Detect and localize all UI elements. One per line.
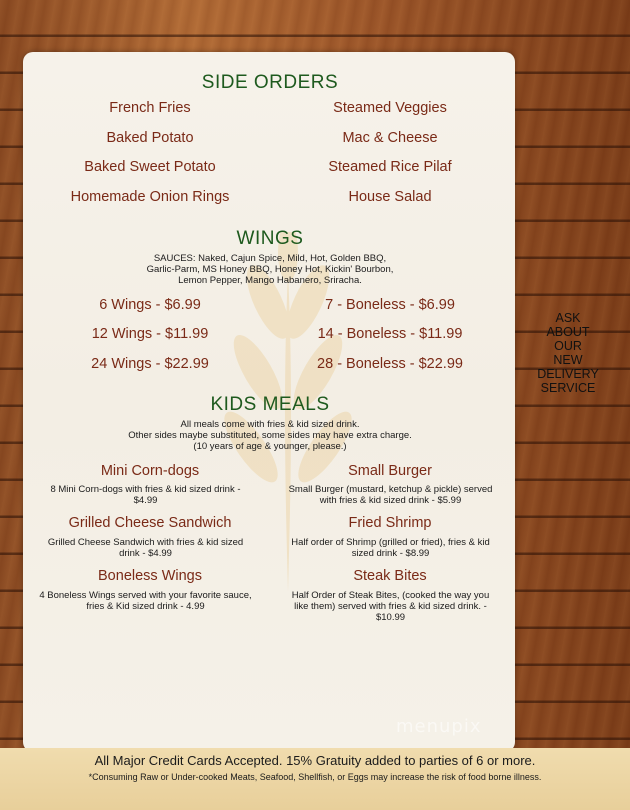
kids-item-name: Grilled Cheese Sandwich [68,515,232,531]
boneless-price: 14 - Boneless - $11.99 [317,326,463,342]
side-item-mac-cheese: Mac & Cheese [342,130,438,146]
kids-item-desc: with fries & kid sized drink - $5.99 [319,495,462,506]
wings-price: 6 Wings - $6.99 [99,297,201,313]
kids-note: (10 years of age & younger, please.) [193,441,347,452]
wings-sauces-line: Garlic-Parm, MS Honey BBQ, Honey Hot, Kickin' Bourbon, [146,264,394,275]
kids-item-desc: Grilled Cheese Sandwich with fries & kid sized [47,537,244,548]
delivery-line: DELIVERY [537,367,599,381]
kids-item-desc: Half Order of Steak Bites, (cooked the way you [291,590,490,601]
boneless-price: 7 - Boneless - $6.99 [325,297,455,313]
kids-item-desc: fries & Kid sized drink - 4.99 [86,601,205,612]
side-item-onion-rings: Homemade Onion Rings [70,189,230,205]
kids-item-desc: Half order of Shrimp (grilled or fried), fries & kid [291,537,490,548]
kids-note: All meals come with fries & kid sized drink. [180,419,360,430]
kids-item-desc: 4 Boneless Wings served with your favorite sauce, [39,590,252,601]
delivery-line: NEW [553,353,583,367]
kids-item-desc: 8 Mini Corn-dogs with fries & kid sized drink - [50,484,241,495]
kids-item-desc: drink - $4.99 [119,548,172,559]
kids-item-desc: like them) served with fries & kid sized drink. - [294,601,487,612]
kids-item-desc: $10.99 [375,612,406,623]
side-item-french-fries: French Fries [109,100,191,116]
kids-item-desc: $4.99 [133,495,158,506]
footer-food-warning: *Consuming Raw or Under-cooked Meats, Seafood, Shellfish, or Eggs may increase the risk of food borne illness. [88,772,542,782]
kids-item-name: Mini Corn-dogs [100,463,200,479]
menupix-watermark: menupix [396,716,482,737]
kids-item-desc: sized drink - $8.99 [351,548,430,559]
side-item-rice-pilaf: Steamed Rice Pilaf [328,159,452,175]
side-item-house-salad: House Salad [348,189,432,205]
side-item-steamed-veggies: Steamed Veggies [333,100,447,116]
footer-credit-cards-text: All Major Credit Cards Accepted. 15% Gratuity added to parties of 6 or more. [94,753,536,768]
side-item-baked-potato: Baked Potato [106,130,194,146]
side-item-baked-sweet-potato: Baked Sweet Potato [84,159,216,175]
footer-banner [0,748,630,810]
side-orders-title: SIDE ORDERS [201,72,339,93]
kids-item-name: Boneless Wings [98,568,202,584]
wings-title: WINGS [236,228,304,249]
boneless-price: 28 - Boneless - $22.99 [317,356,463,372]
wings-sauces-line: Lemon Pepper, Mango Habanero, Sriracha. [178,275,362,286]
delivery-callout [528,311,608,395]
kids-note: Other sides maybe substituted, some sides may have extra charge. [128,430,412,441]
kids-item-name: Small Burger [348,463,432,479]
kids-meals-title: KIDS MEALS [210,394,330,415]
delivery-line: ASK [555,311,581,325]
kids-item-desc: Small Burger (mustard, ketchup & pickle) served [288,484,493,495]
kids-item-name: Fried Shrimp [348,515,432,531]
wings-price: 12 Wings - $11.99 [91,326,209,342]
wings-price: 24 Wings - $22.99 [91,356,209,372]
wings-sauces-line: SAUCES: Naked, Cajun Spice, Mild, Hot, Golden BBQ, [153,253,387,264]
delivery-line: OUR [554,339,582,353]
delivery-line: ABOUT [546,325,590,339]
delivery-line: SERVICE [540,381,596,395]
kids-item-name: Steak Bites [353,568,427,584]
